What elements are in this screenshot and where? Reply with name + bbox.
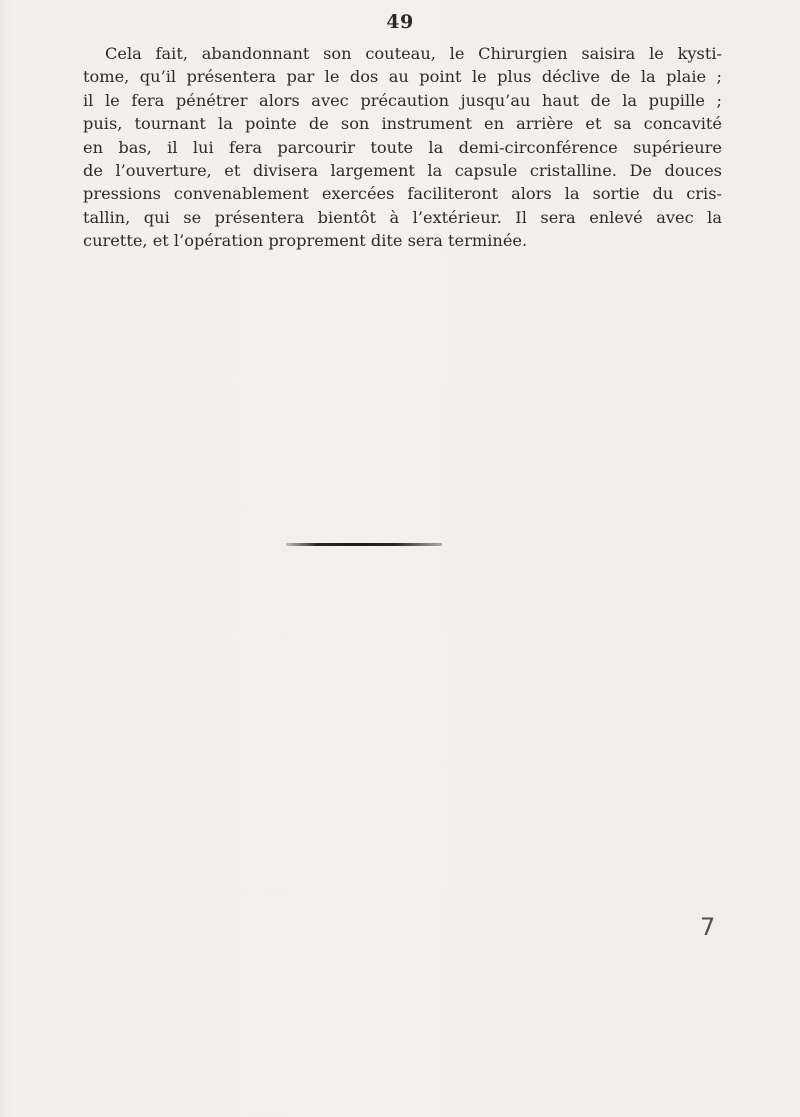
text-line: il le fera pénétrer alors avec précaution jusqu’au haut de la pupille ;: [83, 90, 722, 110]
text-line: pressions convenablement exercées faciliteront alors la sortie du cris-: [83, 184, 722, 204]
text-line: de l’ouverture, et divisera largement la capsule cristalline. De douces: [83, 161, 722, 181]
page-number: 49: [386, 11, 414, 33]
text-line: tallin, qui se présentera bientôt à l’extérieur. Il sera enlevé avec la: [83, 207, 722, 227]
section-divider: [286, 543, 442, 546]
text-line: curette, et l’opération proprement dite sera terminée.: [83, 231, 528, 251]
body-paragraph: [83, 42, 722, 253]
signature-mark: 7: [700, 913, 716, 941]
text-line: Cela fait, abandonnant son couteau, le Chirurgien saisira le kysti-: [105, 44, 722, 63]
text-line: en bas, il lui fera parcourir toute la demi-circonférence supérieure: [83, 137, 722, 157]
text-line: puis, tournant la pointe de son instrument en arrière et sa concavité: [83, 114, 722, 134]
text-line: tome, qu’il présentera par le dos au point le plus déclive de la plaie ;: [83, 67, 722, 87]
